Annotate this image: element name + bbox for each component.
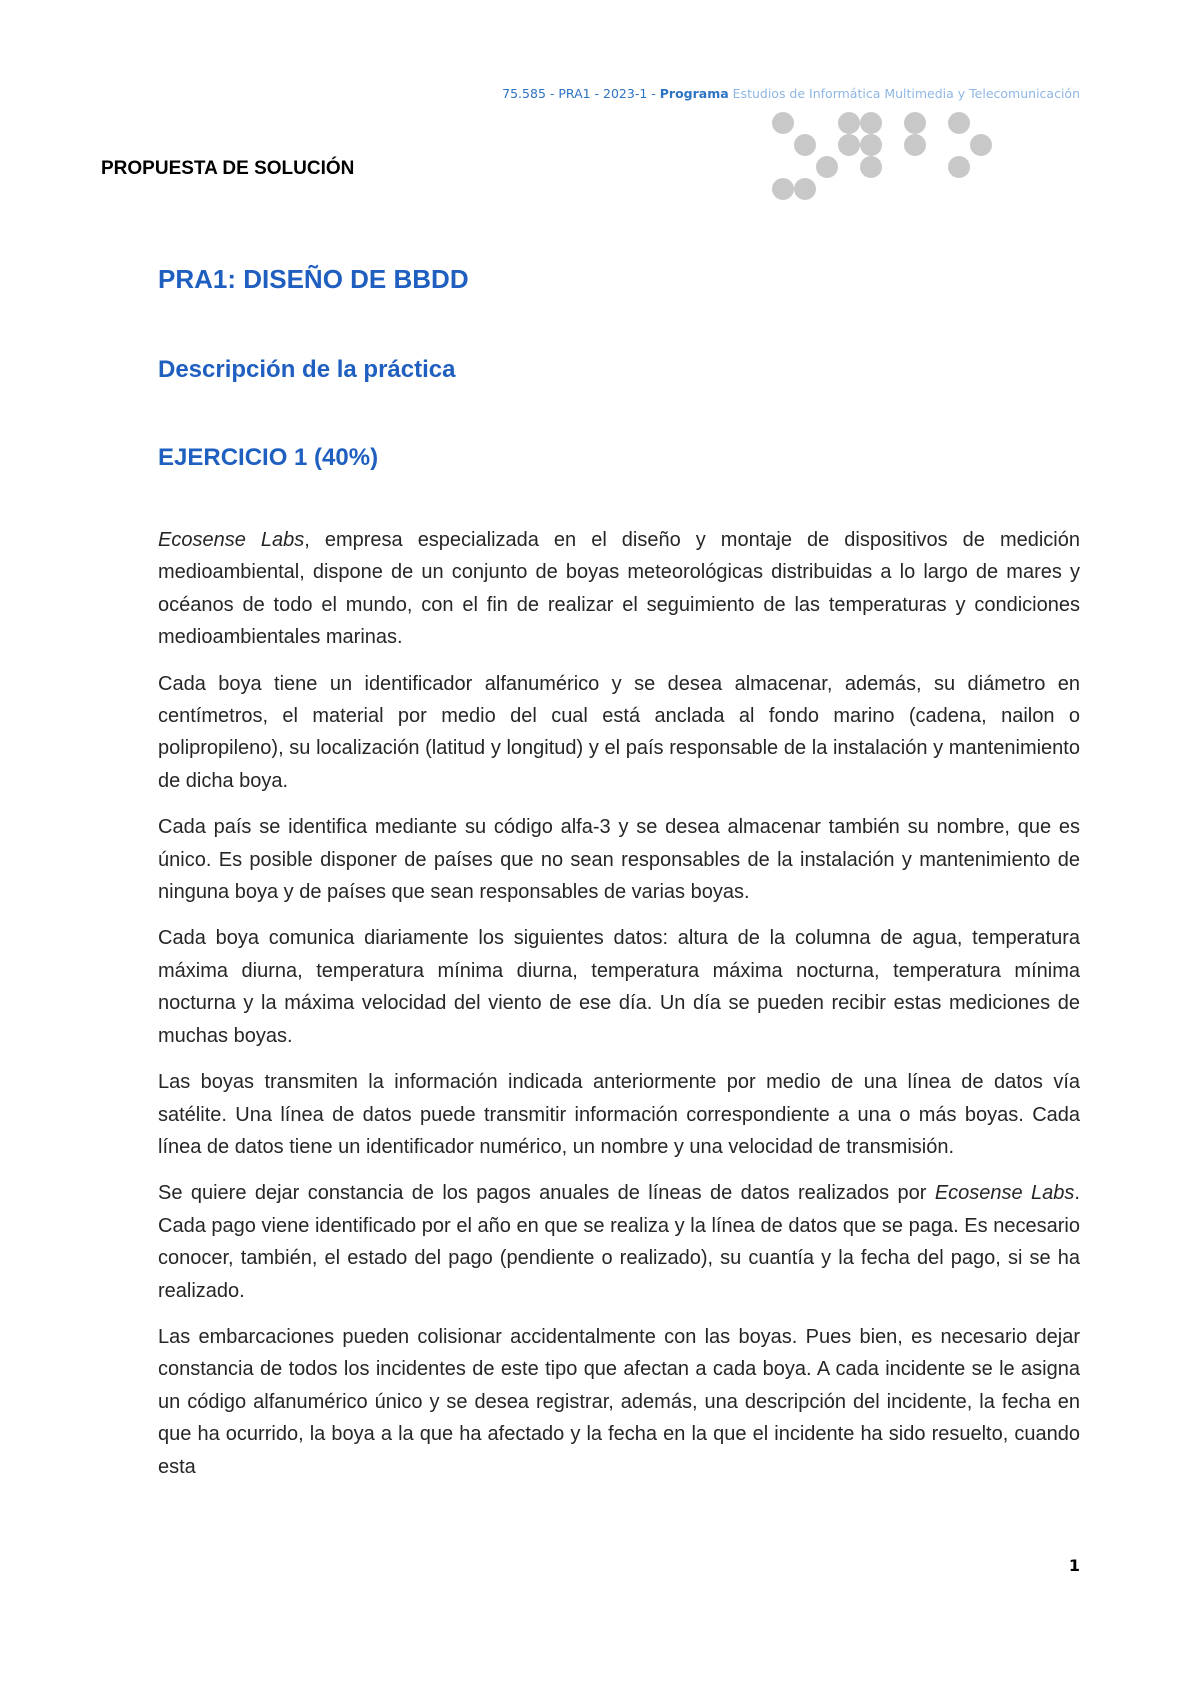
paragraph: Cada boya comunica diariamente los siguientes datos: altura de la columna de agua, temperatura máxima diurna, temperatura mínima diurna, temperatura máxima nocturna, temperatura mínima nocturna y la máxima velocidad del viento de ese día. Un día se pueden recibir estas mediciones de muchas boyas.	[158, 927, 1080, 1047]
logo-dot	[838, 134, 860, 156]
company-name: Ecosense Labs	[934, 1182, 1075, 1205]
logo-dot	[948, 156, 970, 178]
paragraph: Cada boya tiene un identificador alfanumérico y se desea almacenar, además, su diámetro en centímetros, el material por medio del cual está anclada al fondo marino (cadena, nailon o polipropileno), su localización (latitud y longitud) y el país responsable de la instalación y mantenimiento de dicha boya.	[158, 672, 1080, 792]
paragraph: Las boyas transmiten la información indicada anteriormente por medio de una línea de datos vía satélite. Una línea de datos puede transmitir información correspondiente a una o más boyas. Cada línea de datos tiene un identificador numérico, un nombre y una velocidad de transmisión.	[158, 1071, 1080, 1158]
logo-dot	[860, 134, 882, 156]
studies-label: Estudios de Informática Multimedia y Telecomunicación	[728, 86, 1080, 101]
university-logo	[752, 112, 1002, 212]
running-header	[502, 86, 1080, 101]
logo-dot	[838, 112, 860, 134]
document-title: PRA1: DISEÑO DE BBDD	[158, 264, 469, 294]
logo-dot	[816, 156, 838, 178]
paragraph: Las embarcaciones pueden colisionar accidentalmente con las boyas. Pues bien, es necesario dejar constancia de todos los incidentes de este tipo que afectan a cada boya. A cada incidente se le asigna un código alfanumérico único y se desea registrar, además, una descripción del incidente, la fecha en que ha ocurrido, la boya a la que ha afectado y la fecha en la que el incidente ha sido resuelto, cuando esta	[158, 1325, 1080, 1478]
paragraph: Cada país se identifica mediante su código alfa-3 y se desea almacenar también su nombre, que es único. Es posible disponer de países que no sean responsables de la instalación y mantenimiento de ninguna boya y de países que sean responsables de varias boyas.	[158, 816, 1080, 904]
logo-dot	[794, 178, 816, 200]
logo-dot	[772, 178, 794, 200]
logo-dot	[970, 134, 992, 156]
page-number: 1	[1068, 1556, 1080, 1575]
section-title: Descripción de la práctica	[158, 356, 456, 383]
logo-dot	[948, 112, 970, 134]
course-code: 75.585 - PRA1 - 2023-1 -	[502, 86, 660, 101]
program-label: Programa	[659, 86, 729, 101]
logo-dot	[904, 112, 926, 134]
document-kicker: PROPUESTA DE SOLUCIÓN	[101, 158, 355, 179]
exercise-title: EJERCICIO 1 (40%)	[158, 444, 379, 471]
company-name: Ecosense Labs	[158, 529, 305, 551]
logo-dot	[904, 134, 926, 156]
logo-dot	[860, 156, 882, 178]
paragraph: Se quiere dejar constancia de los pagos anuales de líneas de datos realizados por Ecosense Labs. Cada pago viene identificado por el año en que se realiza y la línea de datos que se paga. Es necesario conocer, también, el estado del pago (pendiente o realizado), su cuantía y la fecha del pago, si se ha realizado.	[158, 1182, 1080, 1302]
logo-dot	[794, 134, 816, 156]
logo-dot	[860, 112, 882, 134]
paragraph: Ecosense Labs, empresa especializada en el diseño y montaje de dispositivos de medición medioambiental, dispone de un conjunto de boyas meteorológicas distribuidas a lo largo de mares y océanos de todo el mundo, con el fin de realizar el seguimiento de las temperaturas y condiciones medioambientales marinas.	[158, 529, 1081, 649]
body-text	[158, 524, 1080, 1497]
logo-dot	[772, 112, 794, 134]
